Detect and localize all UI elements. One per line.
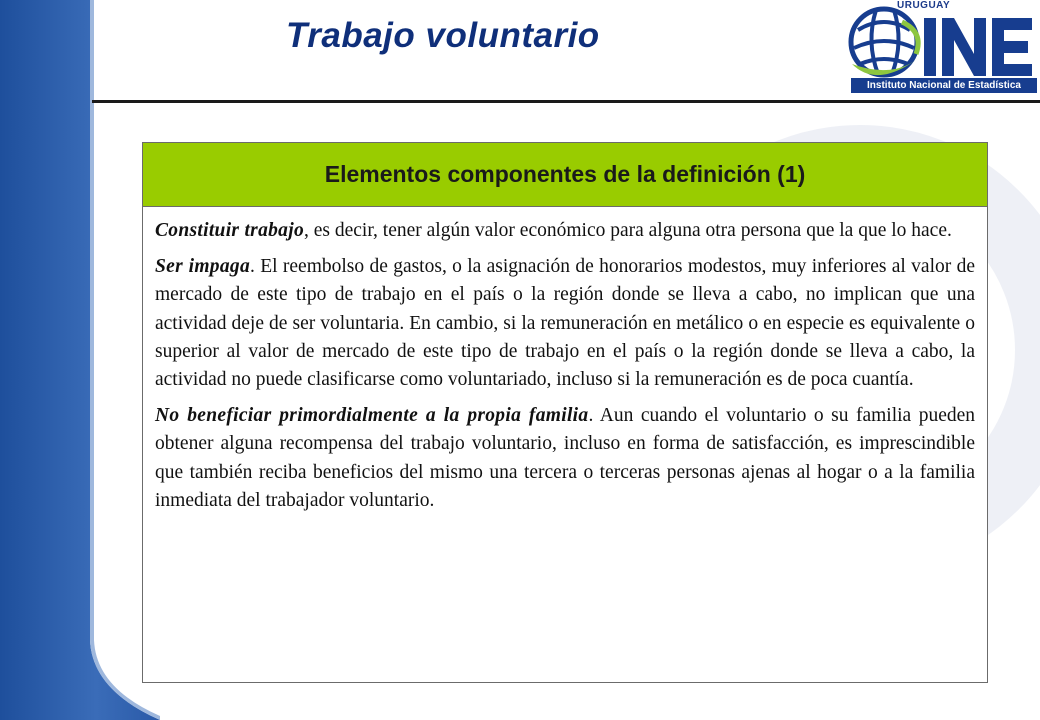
page-title: Trabajo voluntario [286,16,600,55]
paragraph-text: . El reembolso de gastos, o la asignación de honorarios modestos, muy inferiores al valor de mercado de este tipo de trabajo en el país o la región donde se lleva a cabo, no implican que una actividad deje de ser voluntaria. En cambio, si la remuneración en metálico o en especie es equivalente o superior al valor de mercado de este tipo de trabajo en el país o la región donde se lleva a cabo, la actividad no puede clasificarse como voluntariado, incluso si la remuneración es de poca cuantía. [155,256,975,391]
definition-header [143,143,987,207]
definition-paragraph [155,402,975,515]
definition-paragraph [155,253,975,394]
logo-subtitle: Instituto Nacional de Estadística [851,78,1037,93]
definition-box [142,142,988,683]
definition-header-text: Elementos componentes de la definición (1) [324,161,806,187]
paragraph-text: , es decir, tener algún valor económico para alguna otra persona que la que lo hace. [304,220,952,241]
paragraph-lead: Constituir trabajo [155,220,304,241]
paragraph-lead: Ser impaga [155,256,251,278]
logo-country: URUGUAY [897,0,951,11]
title-divider [92,100,1040,103]
left-decorative-bar [0,0,160,720]
paragraph-text: . Aun cuando el voluntario o su familia pueden obtener alguna recompensa del trabajo voluntario, incluso en forma de satisfacción, es imprescindible que también reciba beneficios del mismo una tercera o terceras personas ajenas al hogar o a la familia inmediata del trabajador voluntario. [155,405,976,511]
paragraph-lead: No beneficiar primordialmente a la propia familia [155,405,589,427]
definition-body [143,207,987,515]
definition-paragraph [155,217,975,245]
